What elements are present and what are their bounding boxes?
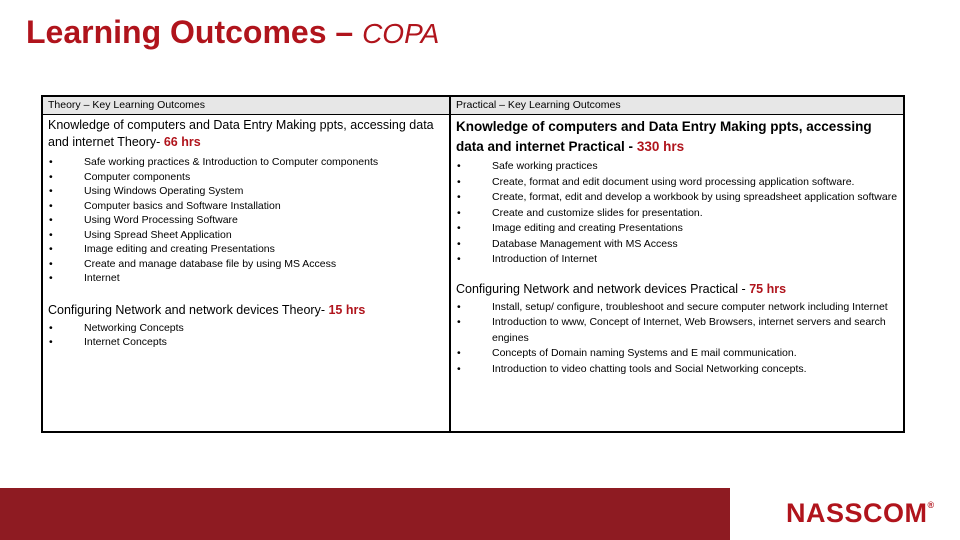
list-item-text: Internet (84, 272, 120, 284)
theory-column (43, 97, 451, 431)
list-item-text: Create, format and edit document using word processing application software. (492, 175, 855, 188)
bullet-icon: • (49, 214, 53, 226)
list-item (456, 362, 899, 378)
list-item (456, 346, 899, 362)
list-item-text: Create, format, edit and develop a workbook by using spreadsheet application software (492, 191, 898, 203)
theory-section1-list (48, 155, 445, 286)
bullet-icon: • (457, 347, 461, 359)
theory-section2-heading: Configuring Network and network devices Theory- 15 hrs (48, 302, 366, 317)
bullet-icon: • (457, 160, 461, 172)
practical-section2-list (456, 300, 899, 378)
list-item-text: Introduction to video chatting tools and Social Networking concepts. (492, 362, 807, 375)
list-item-text: Concepts of Domain naming Systems and E mail communication. (492, 347, 797, 359)
list-item-text: Safe working practices (492, 160, 598, 172)
footer-band (0, 488, 730, 540)
bullet-icon: • (457, 191, 461, 203)
bullet-icon: • (457, 222, 461, 234)
list-item (456, 175, 899, 191)
bullet-icon: • (457, 253, 461, 265)
bullet-icon: • (49, 170, 53, 183)
theory-header: Theory – Key Learning Outcomes (43, 97, 449, 115)
list-item (48, 228, 445, 243)
list-item-text: Networking Concepts (84, 321, 184, 334)
list-item (48, 213, 445, 228)
list-item-text: Using Windows Operating System (84, 185, 244, 197)
theory-section2-list (48, 321, 445, 350)
list-item (48, 199, 445, 214)
list-item (456, 237, 899, 253)
bullet-icon: • (457, 237, 461, 250)
list-item (48, 271, 445, 286)
list-item-text: Using Spread Sheet Application (84, 228, 232, 241)
list-item (48, 335, 445, 350)
practical-section2-heading: Configuring Network and network devices Practical - 75 hrs (456, 281, 787, 296)
bullet-icon: • (49, 257, 53, 270)
bullet-icon: • (49, 321, 53, 334)
list-item-text: Image editing and creating Presentations (492, 222, 683, 234)
title-main: Learning Outcomes – (26, 14, 354, 50)
title-sub: COPA (362, 18, 440, 49)
theory-section1-heading: Knowledge of computers and Data Entry Making ppts, accessing data and internet Theory- 66 hrs (48, 118, 434, 149)
page-title (26, 14, 439, 51)
list-item (456, 300, 899, 316)
list-item (456, 252, 899, 268)
bullet-icon: • (457, 300, 461, 313)
bullet-icon: • (49, 228, 53, 241)
practical-column (451, 97, 903, 431)
list-item (48, 184, 445, 199)
list-item-text: Create and customize slides for presentation. (492, 206, 703, 219)
bullet-icon: • (457, 316, 461, 328)
list-item (456, 190, 899, 206)
list-item-text: Image editing and creating Presentations (84, 243, 275, 255)
list-item (456, 206, 899, 222)
list-item (456, 159, 899, 175)
list-item (48, 321, 445, 336)
outcomes-table (41, 95, 905, 433)
bullet-icon: • (49, 272, 53, 284)
practical-header: Practical – Key Learning Outcomes (451, 97, 903, 115)
list-item-text: Internet Concepts (84, 336, 167, 348)
bullet-icon: • (457, 206, 461, 219)
bullet-icon: • (49, 243, 53, 255)
list-item (48, 155, 445, 170)
list-item-text: Install, setup/ configure, troubleshoot and secure computer network including Internet (492, 300, 888, 313)
list-item (48, 170, 445, 185)
theory-section2-hours: 15 hrs (328, 302, 366, 317)
practical-section1-list (456, 159, 899, 268)
practical-section1-hours: 330 hrs (636, 139, 685, 154)
list-item-text: Create and manage database file by using MS Access (84, 257, 337, 270)
theory-section1-hours: 66 hrs (163, 135, 201, 149)
list-item (456, 315, 899, 346)
list-item-text: Computer components (84, 170, 191, 183)
bullet-icon: • (49, 336, 53, 348)
list-item (48, 242, 445, 257)
practical-section1-heading: Knowledge of computers and Data Entry Making ppts, accessing data and internet Practical - 330 hrs (456, 119, 872, 154)
list-item-text: Introduction of Internet (492, 253, 598, 265)
practical-section2-hours: 75 hrs (749, 281, 787, 296)
list-item-text: Database Management with MS Access (492, 237, 678, 250)
list-item (48, 257, 445, 272)
list-item-text: Computer basics and Software Installation (84, 199, 281, 212)
nasscom-logo: NASSCOM® (786, 498, 935, 528)
bullet-icon: • (457, 362, 461, 375)
list-item-text: Using Word Processing Software (84, 214, 238, 226)
bullet-icon: • (49, 199, 53, 212)
bullet-icon: • (49, 156, 53, 168)
list-item-text: Introduction to www, Concept of Internet, Web Browsers, internet servers and search engines (492, 316, 886, 344)
list-item (456, 221, 899, 237)
bullet-icon: • (49, 185, 53, 197)
list-item-text: Safe working practices & Introduction to Computer components (84, 156, 379, 168)
bullet-icon: • (457, 175, 461, 188)
